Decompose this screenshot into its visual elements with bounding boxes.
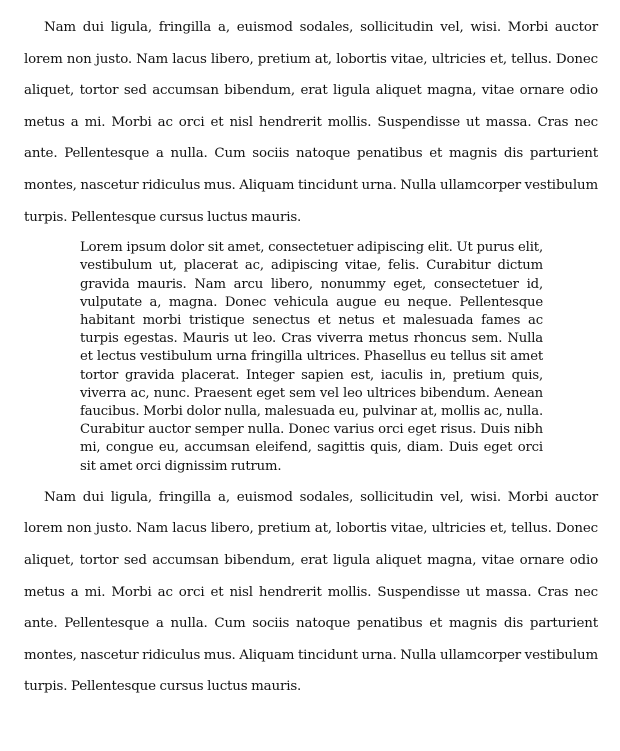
body-paragraph-2: Nam dui ligula, fringilla a, euismod sodales, sollicitudin vel, wisi. Morbi auctor lorem non justo. Nam lacus libero, pretium at, lobortis vitae, ultricies et, tellus. Donec aliquet, tortor sed accumsan bibendum, erat ligula aliquet magna, vitae ornare odio metus a mi. Morbi ac orci et nisl hendrerit mollis. Suspendisse ut massa. Cras nec ante. Pellentesque a nulla. Cum sociis natoque penatibus et magnis dis parturient montes, nascetur ridiculus mus. Aliquam tincidunt urna. Nulla ullamcorper vestibulum turpis. Pellentesque cursus luctus mauris. bbox=[24, 489, 598, 695]
block-quote: Lorem ipsum dolor sit amet, consectetuer adipiscing elit. Ut purus elit, vestibulum ut, placerat ac, adipiscing vitae, felis. Curabitur dictum gravida mauris. Nam arcu libero, nonummy eget, consectetuer id, vulputate a, magna. Donec vehicula augue eu neque. Pellentesque habitant morbi tristique senectus et netus et malesuada fames ac turpis egestas. Mauris ut leo. Cras viverra metus rhoncus sem. Nulla et lectus vestibulum urna fringilla ultrices. Phasellus eu tellus sit amet tortor gravida placerat. Integer sapien est, iaculis in, pretium quis, viverra ac, nunc. Praesent eget sem vel leo ultrices bibendum. Aenean faucibus. Morbi dolor nulla, malesuada eu, pulvinar at, mollis ac, nulla. Curabitur auctor semper nulla. Donec varius orci eget risus. Duis nibh mi, congue eu, accumsan eleifend, sagittis quis, diam. Duis eget orci sit amet orci dignissim rutrum. bbox=[80, 240, 543, 474]
body-paragraph-1: Nam dui ligula, fringilla a, euismod sodales, sollicitudin vel, wisi. Morbi auctor lorem non justo. Nam lacus libero, pretium at, lobortis vitae, ultricies et, tellus. Donec aliquet, tortor sed accumsan bibendum, erat ligula aliquet magna, vitae ornare odio metus a mi. Morbi ac orci et nisl hendrerit mollis. Suspendisse ut massa. Cras nec ante. Pellentesque a nulla. Cum sociis natoque penatibus et magnis dis parturient montes, nascetur ridiculus mus. Aliquam tincidunt urna. Nulla ullamcorper vestibulum turpis. Pellentesque cursus luctus mauris. bbox=[24, 20, 598, 225]
document-page bbox=[24, 12, 598, 703]
